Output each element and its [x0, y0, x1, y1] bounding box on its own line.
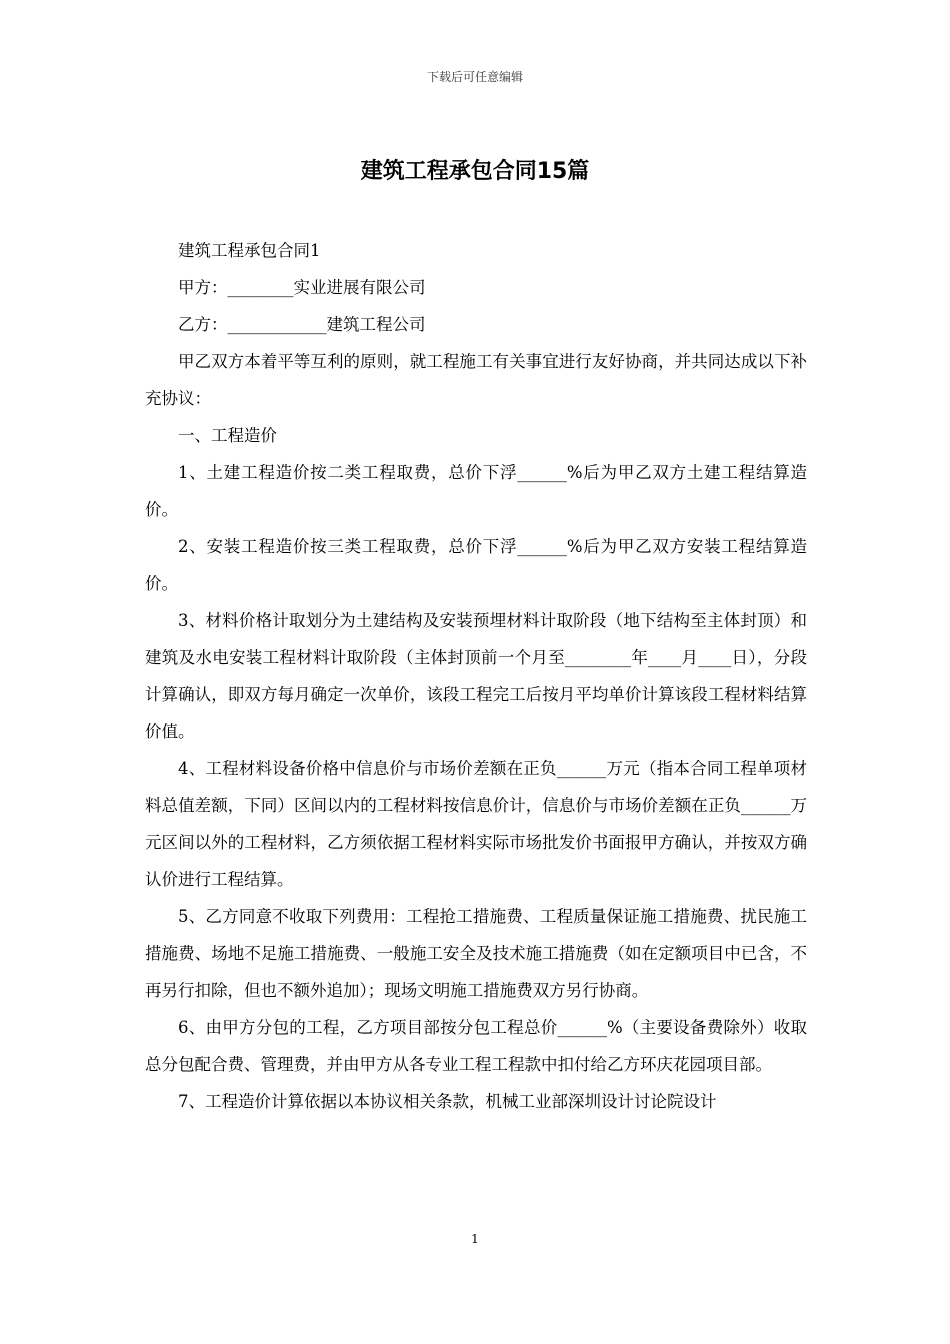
paragraph: 3、材料价格计取划分为土建结构及安装预埋材料计取阶段（地下结构至主体封顶）和建筑及水电安装工程材料计取阶段（主体封顶前一个月至________年____月____日），分段计算确认，即双方每月确定一次单价，该段工程完工后按月平均单价计算该段工程材料结算价值。	[145, 611, 807, 741]
paragraph: 2、安装工程造价按三类工程取费，总价下浮______%后为甲乙双方安装工程结算造价。	[145, 537, 807, 593]
paragraph: 一、工程造价	[178, 426, 277, 445]
document-body	[145, 232, 807, 1120]
paragraph: 6、由甲方分包的工程，乙方项目部按分包工程总价______%（主要设备费除外）收取总分包配合费、管理费，并由甲方从各专业工程工程款中扣付给乙方环庆花园项目部。	[145, 1018, 807, 1074]
paragraph: 7、工程造价计算依据以本协议相关条款，机械工业部深圳设计讨论院设计	[178, 1092, 717, 1111]
paragraph: 5、乙方同意不收取下列费用：工程抢工措施费、工程质量保证施工措施费、扰民施工措施费、场地不足施工措施费、一般施工安全及技术施工措施费（如在定额项目中已含，不再另行扣除，但也不额外追加）；现场文明施工措施费双方另行协商。	[145, 907, 807, 1000]
page-header-note: 下载后可任意编辑	[426, 70, 523, 84]
document-title: 建筑工程承包合同15篇	[360, 159, 590, 184]
paragraph: 4、工程材料设备价格中信息价与市场价差额在正负______万元（指本合同工程单项材料总值差额，下同）区间以内的工程材料按信息价计，信息价与市场价差额在正负______万元区间以外的工程材料，乙方须依据工程材料实际市场批发价书面报甲方确认，并按双方确认价进行工程结算。	[145, 759, 807, 889]
page-number: 1	[471, 1232, 479, 1246]
paragraph: 建筑工程承包合同1	[178, 241, 321, 260]
paragraph: 乙方：____________建筑工程公司	[178, 315, 426, 334]
paragraph: 甲乙双方本着平等互利的原则，就工程施工有关事宜进行友好协商，并共同达成以下补充协议：	[145, 352, 807, 408]
paragraph: 甲方：________实业进展有限公司	[178, 278, 426, 297]
paragraph: 1、土建工程造价按二类工程取费，总价下浮______%后为甲乙双方土建工程结算造价。	[145, 463, 807, 519]
